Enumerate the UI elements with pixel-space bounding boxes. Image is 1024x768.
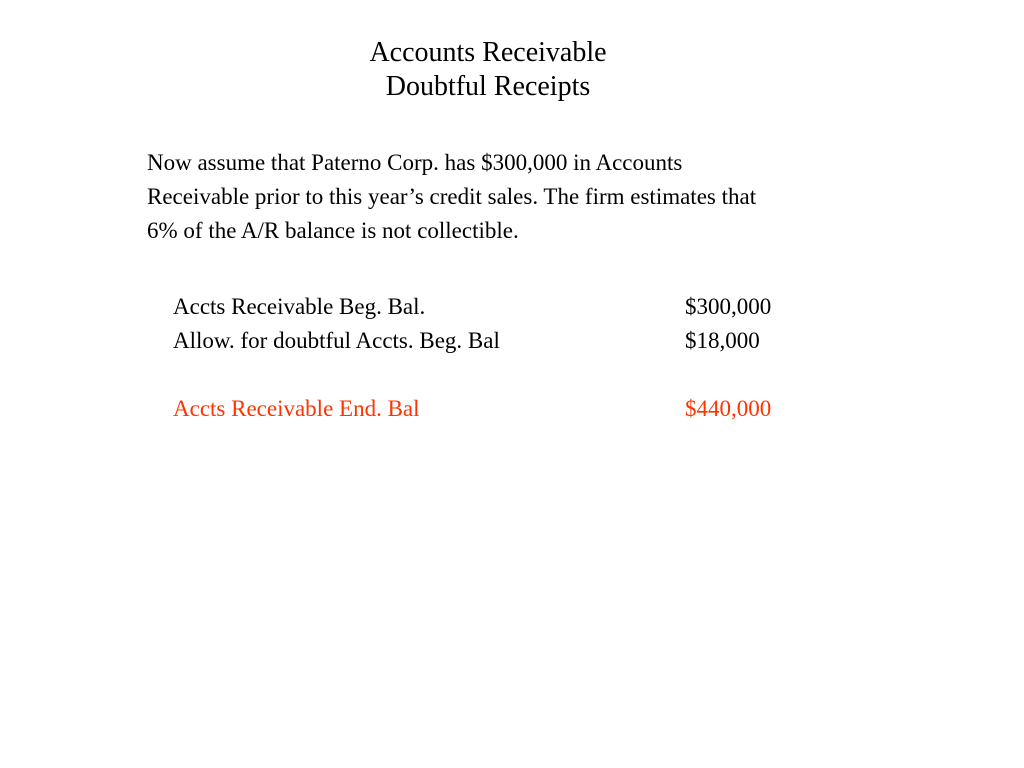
slide-title [0,36,976,104]
slide-title-line-2: Doubtful Receipts [385,71,591,102]
ledger-amount: $300,000 [685,294,772,319]
ledger-amount: $440,000 [685,396,772,421]
ledger-label: Allow. for doubtful Accts. Beg. Bal [173,328,500,353]
intro-line-1: Now assume that Paterno Corp. has $300,000 in Accounts [147,150,683,175]
ledger-row-ar-ending [173,392,873,426]
intro-line-3: 6% of the A/R balance is not collectible. [147,218,519,243]
ledger-amount: $18,000 [685,328,760,353]
ledger-table [173,290,873,426]
ledger-label: Accts Receivable End. Bal [173,396,420,421]
intro-paragraph [147,146,927,248]
intro-line-2: Receivable prior to this year’s credit sales. The firm estimates that [147,184,757,209]
slide-title-line-1: Accounts Receivable [369,37,607,68]
ledger-row-allowance-beginning [173,324,873,358]
ledger-row-ar-beginning [173,290,873,324]
ledger-label: Accts Receivable Beg. Bal. [173,294,426,319]
